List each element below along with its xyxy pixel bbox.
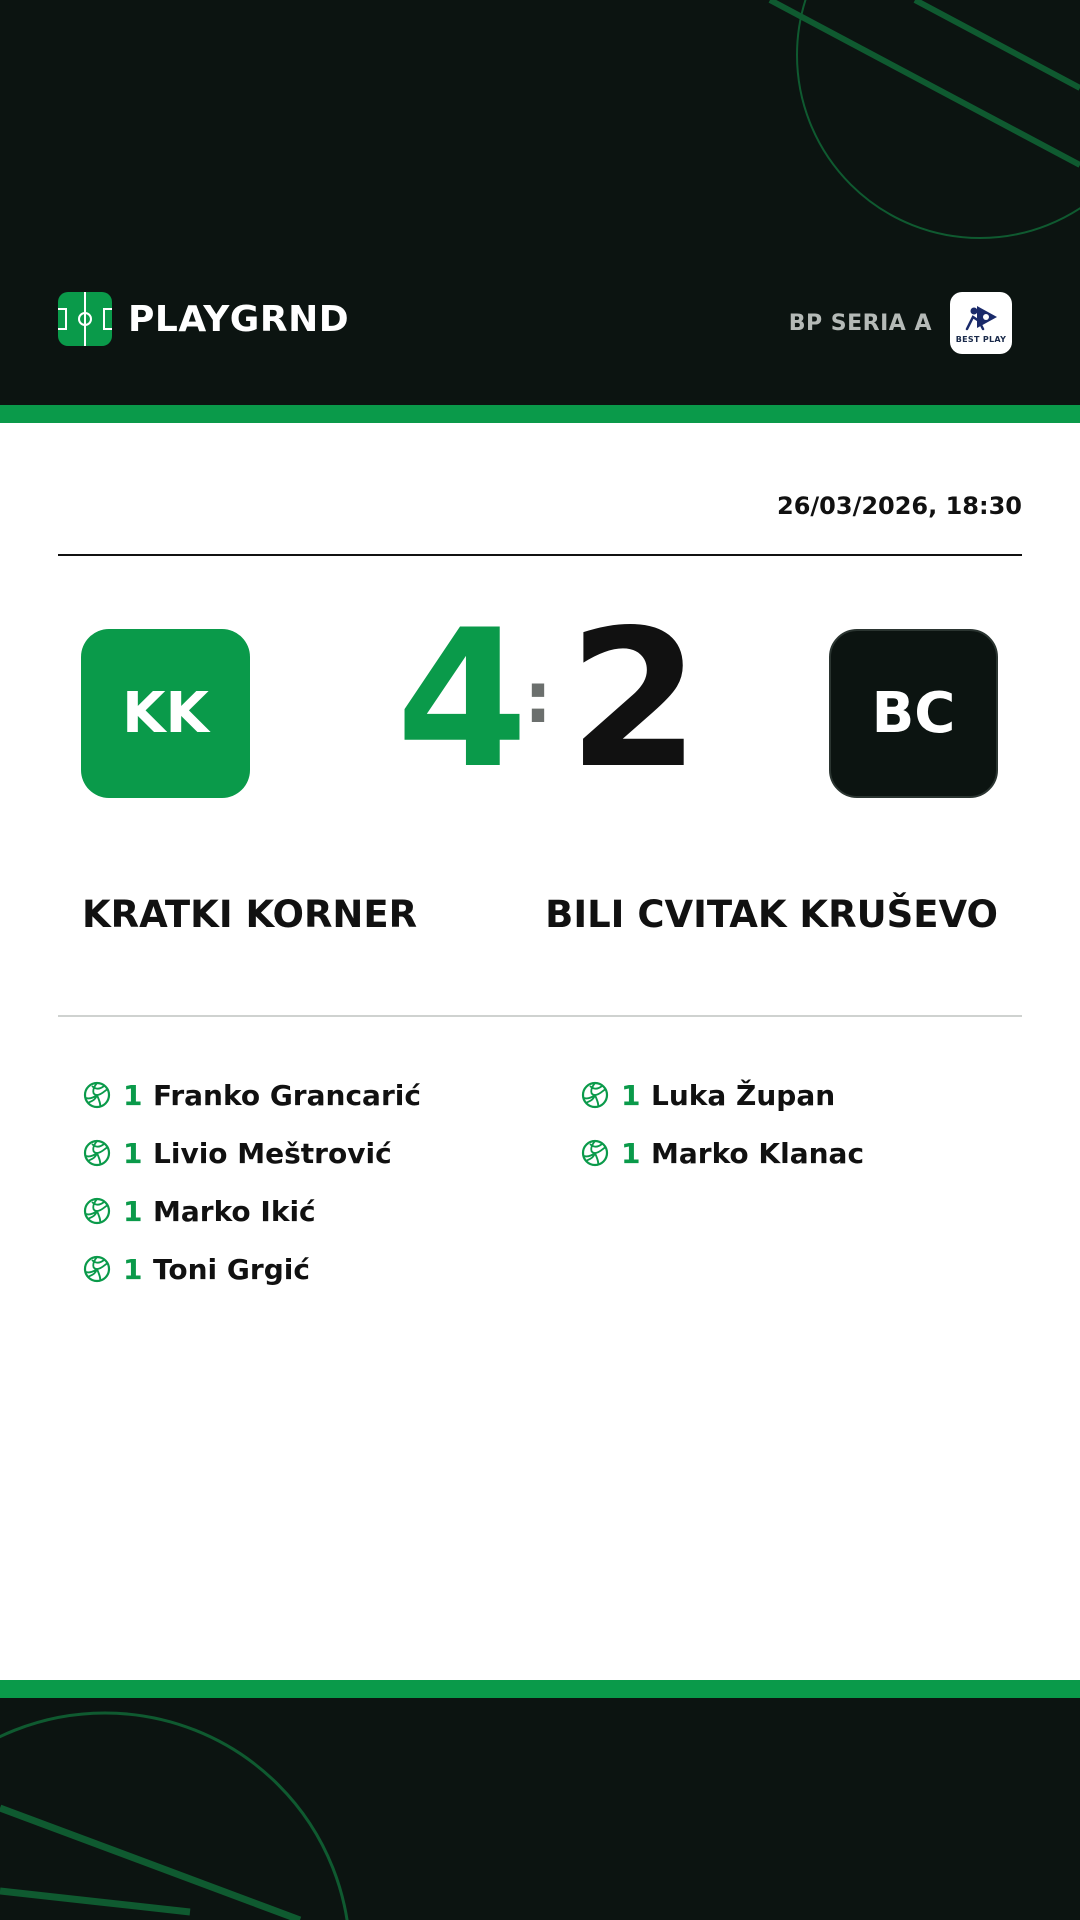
away-team-name: BILI CVITAK KRUŠEVO [545,893,998,936]
header-stripe [0,405,1080,423]
divider [58,1015,1022,1017]
home-scorers-list [83,1066,421,1298]
goal-count: 1 [123,1252,143,1286]
away-score: 2 [568,589,701,810]
scorer-name: Franko Grancarić [153,1078,421,1112]
home-team-badge: KK [81,629,250,798]
scorer-row [83,1182,421,1240]
league-name: BP SERIA A [788,310,932,336]
brand-name: PLAYGRND [128,298,350,340]
league [789,292,1012,354]
ball-icon [581,1139,609,1167]
league-badge-text: BEST PLAY [955,334,1007,344]
scorer-name: Toni Grgić [153,1252,310,1286]
league-badge-icon [950,292,1012,354]
scorer-name: Marko Ikić [153,1194,316,1228]
scorer-name: Luka Župan [651,1078,836,1112]
home-team-name: KRATKI KORNER [82,893,418,936]
scorer-name: Marko Klanac [651,1136,865,1170]
ball-icon [581,1081,609,1109]
footer [0,1698,1080,1920]
match-datetime: 26/03/2026, 18:30 [777,492,1022,520]
header [0,0,1080,405]
scorer-row [83,1240,421,1298]
footer-stripe [0,1680,1080,1698]
brand [58,292,349,346]
scorer-row [83,1066,421,1124]
scorer-row [581,1124,864,1182]
goal-count: 1 [123,1078,143,1112]
ball-icon [83,1255,111,1283]
league-player-icon [963,303,999,333]
ball-icon [83,1081,111,1109]
goal-count: 1 [621,1136,641,1170]
pitch-logo-icon [58,292,112,346]
home-score: 4 [396,589,529,810]
goal-count: 1 [621,1078,641,1112]
scorer-name: Livio Meštrović [153,1136,392,1170]
scorer-row [581,1066,864,1124]
ball-icon [83,1197,111,1225]
ball-icon [83,1139,111,1167]
divider [58,554,1022,556]
footer-pitch-decoration [0,1698,1080,1920]
score-separator: : [524,657,552,739]
goal-count: 1 [123,1136,143,1170]
away-scorers-list [581,1066,864,1182]
away-team-badge: BC [829,629,998,798]
scorer-row [83,1124,421,1182]
goal-count: 1 [123,1194,143,1228]
